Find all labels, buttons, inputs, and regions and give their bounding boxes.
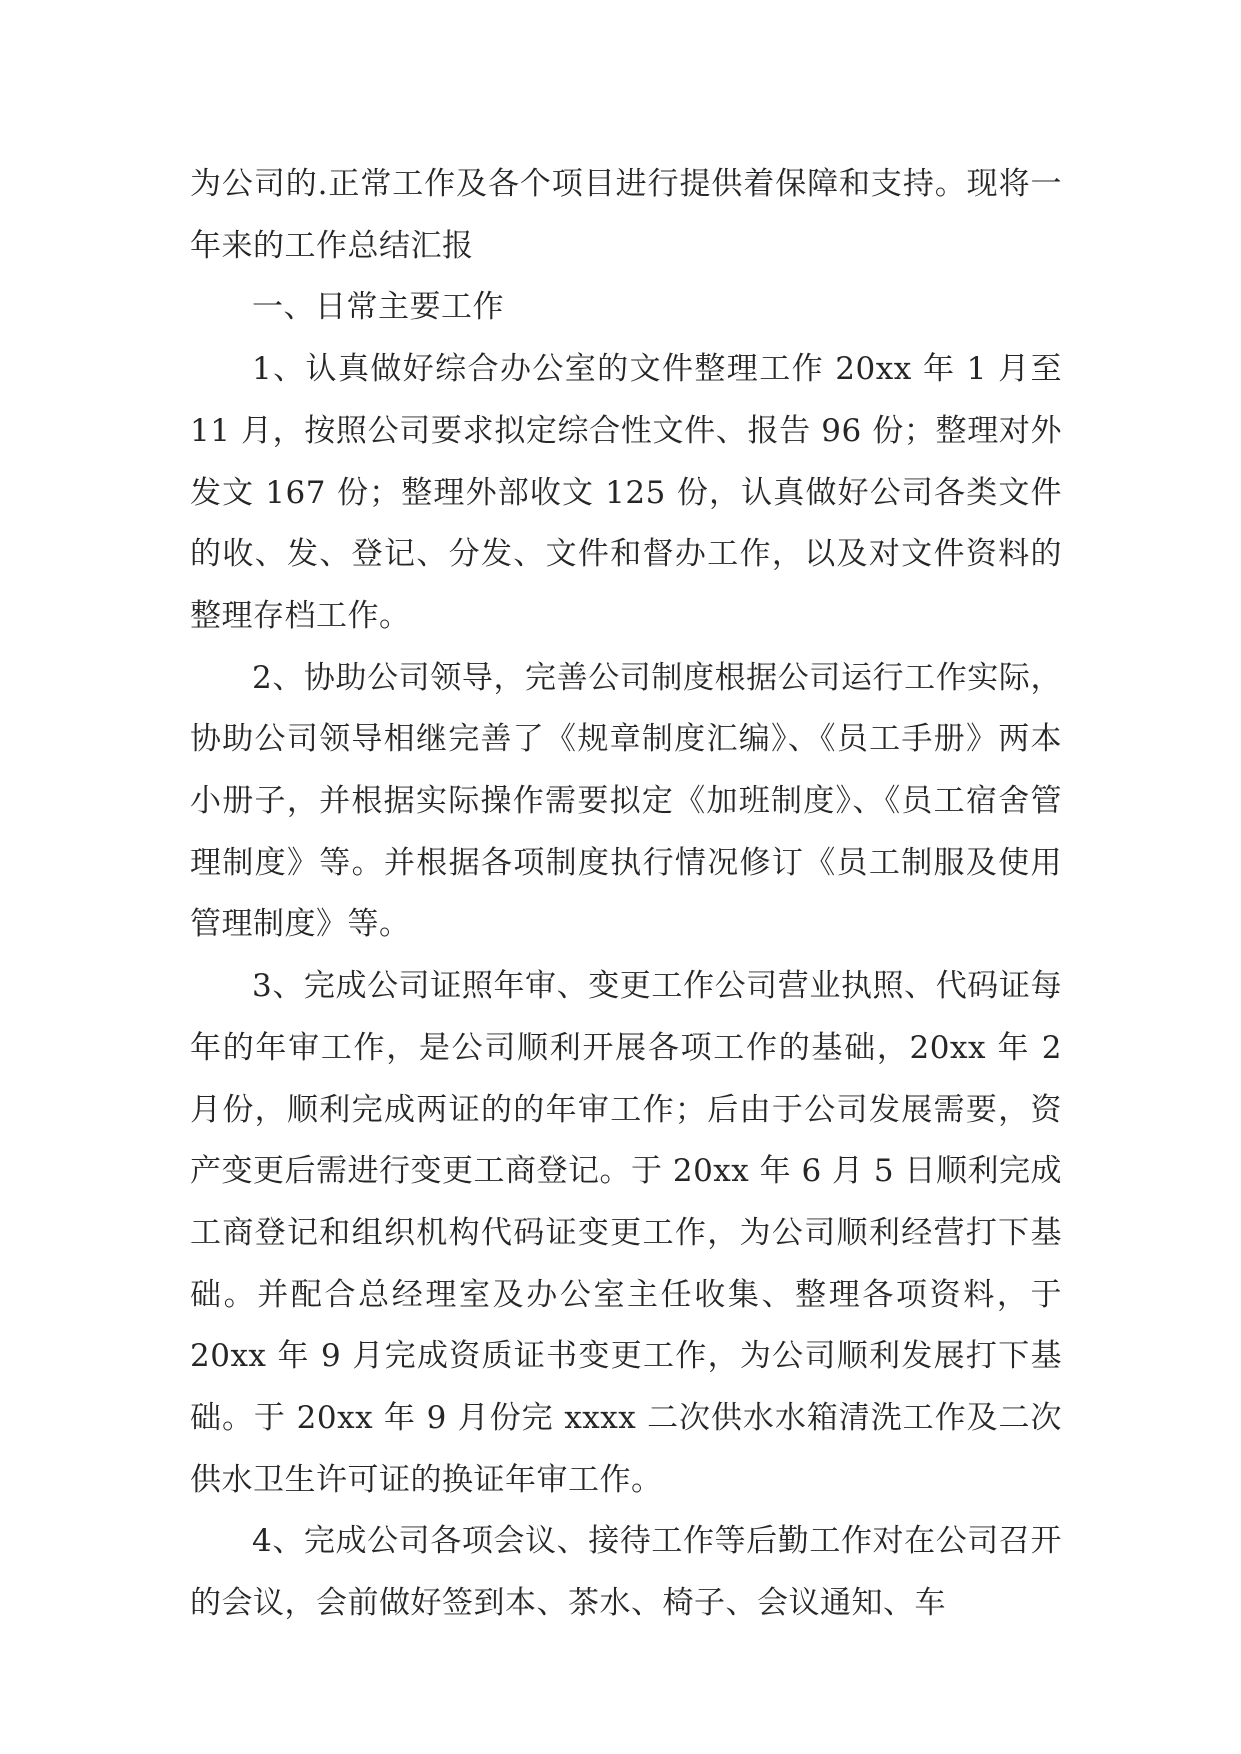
paragraph-item-3: 3、完成公司证照年审、变更工作公司营业执照、代码证每年的年审工作，是公司顺利开展各项工作的基础，20xx 年 2 月份，顺利完成两证的的年审工作；后由于公司发展需要，资产变更后需进行变更工商登记。于 20xx 年 6 月 5 日顺利完成工商登记和组织机构代码证变更工作，为公司顺利经营打下基础。并配合总经理室及办公室主任收集、整理各项资料，于 20xx 年 9 月完成资质证书变更工作，为公司顺利发展打下基础。于 20xx 年 9 月份完 xxxx 二次供水水箱清洗工作及二次供水卫生许可证的换证年审工作。	[190, 968, 1062, 1498]
paragraph-intro: 为公司的.正常工作及各个项目进行提供着保障和支持。现将一年来的工作总结汇报	[190, 166, 1062, 264]
section-heading: 一、日常主要工作	[252, 289, 504, 326]
paragraph-item-1: 1、认真做好综合办公室的文件整理工作 20xx 年 1 月至 11 月，按照公司要求拟定综合性文件、报告 96 份；整理对外发文 167 份；整理外部收文 125 份，认真做好公司各类文件的收、发、登记、分发、文件和督办工作，以及对文件资料的整理存档工作。	[190, 351, 1062, 634]
paragraph-item-4: 4、完成公司各项会议、接待工作等后勤工作对在公司召开的会议，会前做好签到本、茶水、椅子、会议通知、车	[190, 1523, 1062, 1622]
document-body	[190, 154, 1062, 1635]
paragraph-item-2: 2、协助公司领导，完善公司制度根据公司运行工作实际，协助公司领导相继完善了《规章制度汇编》、《员工手册》两本小册子，并根据实际操作需要拟定《加班制度》、《员工宿舍管理制度》等。并根据各项制度执行情况修订《员工制服及使用管理制度》等。	[190, 659, 1062, 943]
